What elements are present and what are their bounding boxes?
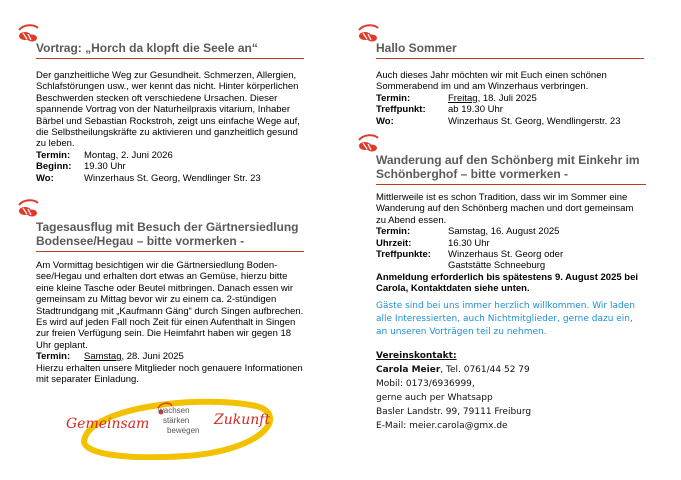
talk-section xyxy=(36,28,304,184)
trip-termin-day: Samstag xyxy=(84,351,122,363)
hike-treff-value-2: Gaststätte Schneeburg xyxy=(448,260,546,272)
hike-termin-label: Termin: xyxy=(376,226,411,238)
talk-beginn-row xyxy=(36,161,304,172)
hike-section xyxy=(376,136,646,295)
contact-block xyxy=(376,349,646,433)
trip-termin-label: Termin: xyxy=(36,351,71,363)
summer-title-underline xyxy=(376,58,644,59)
logo-left-word: Gemeinsam xyxy=(66,416,150,432)
hike-treff-row-2 xyxy=(376,260,646,271)
trip-title-underline xyxy=(36,251,304,252)
talk-title-underline xyxy=(36,58,304,59)
hike-uhrzeit-label: Uhrzeit: xyxy=(376,237,412,249)
hike-title-line2: Schönberghof – bitte vormerken - xyxy=(376,167,569,181)
summer-treff-row xyxy=(376,104,644,115)
contact-address: Basler Landstr. 99, 79111 Freiburg xyxy=(376,407,532,417)
logo-line-3: bewegen xyxy=(167,426,200,435)
hike-treff-row xyxy=(376,249,646,260)
talk-beginn-value: 19.30 Uhr xyxy=(84,161,126,173)
talk-termin-label: Termin: xyxy=(36,149,71,161)
talk-wo-row xyxy=(36,173,304,184)
contact-whatsapp: gerne auch per Whatsapp xyxy=(376,393,493,403)
summer-section xyxy=(376,28,644,127)
trip-body: Am Vormittag besichtigen wir die Gärtnersiedlung Boden-see/Hegau und erhalten dort etwas an Gemüse, hierzu bitte eine kleine Tasche oder Beutel mitbringen. Danach essen wir gemeinsam zu Mittag bevor wir zu einem ca. 2-stündigen Stadtrundgang mit „Kaufmann Gäng“ durch Singen aufbrechen. Es wird auf jeden Fall noch Zeit für einen Aufenthalt in Singen zur freien Verfügung sein. Die Heimfahrt haben wir gegen 18 Uhr geplant. xyxy=(36,260,304,351)
summer-title: Hallo Sommer xyxy=(376,41,457,55)
talk-termin-row xyxy=(36,150,304,161)
contact-tel: , Tel. 0761/44 52 79 xyxy=(440,365,530,375)
club-logo xyxy=(66,394,288,460)
summer-wo-value: Winzerhaus St. Georg, Wendlingerstr. 23 xyxy=(448,115,621,127)
summer-wo-row xyxy=(376,116,644,127)
summer-wo-label: Wo: xyxy=(376,115,394,127)
talk-title: Vortrag: „Horch da klopft die Seele an“ xyxy=(36,41,258,55)
hike-termin-value: Samstag, 16. August 2025 xyxy=(448,226,560,238)
logo-line-2: stärken xyxy=(163,416,190,425)
logo-line-1: wachsen xyxy=(158,406,190,415)
summer-treff-label: Treffpunkt: xyxy=(376,104,426,116)
hike-body: Mittlerweile ist es schon Tradition, dass wir im Sommer eine Wanderung auf den Schönberg machen und dort gemeinsam zu Abend essen. xyxy=(376,192,634,226)
trip-footer: Hierzu erhalten unsere Mitglieder noch genauere Informationen mit separater Einladung. xyxy=(36,362,303,386)
summer-body: Auch dieses Jahr möchten wir mit Euch einen schönen Sommerabend im und am Winzerhaus verbringen. xyxy=(376,70,607,93)
contact-mobile: Mobil: 0173/6936999, xyxy=(376,379,475,389)
contact-email[interactable]: E-Mail: meier.carola@gmx.de xyxy=(376,421,508,431)
hike-uhrzeit-row xyxy=(376,238,646,249)
contact-heading: Vereinskontakt: xyxy=(376,351,457,361)
summer-termin-rest: , 18. Juli 2025 xyxy=(477,92,537,104)
summer-treff-value: ab 19.30 Uhr xyxy=(448,104,503,116)
trip-title-line1: Tagesausflug mit Besuch der Gärtnersiedlung xyxy=(36,220,299,234)
summer-termin-day: Freitag xyxy=(448,92,478,104)
guests-note: Gäste sind bei uns immer herzlich willkommen. Wir laden alle Interessierten, auch Nichtmitglieder, gerne dazu ein, an unseren Vorträgen teil zu nehmen. xyxy=(376,301,635,337)
hike-title-underline xyxy=(376,184,646,185)
trip-termin-row xyxy=(36,351,304,362)
talk-wo-label: Wo: xyxy=(36,172,54,184)
talk-body: Der ganzheitliche Weg zur Gesundheit. Schmerzen, Allergien, Schlafstörungen usw., wer kennt das nicht. Hinter körperlichen Beschwerden stecken oft verschiedene Ursachen. Dieser spannende Vortrag von der Naturheilpraxis vitarium, Inhaber Bärbel und Sebastian Rockstroh, zeigt uns einfache Wege auf, die Selbstheilungskräfte zu aktivieren und ganzheitlich gesund zu leben. xyxy=(36,70,300,150)
hike-uhrzeit-value: 16.30 Uhr xyxy=(448,237,490,249)
hike-note: Anmeldung erforderlich bis spätestens 9. August 2025 bei Carola, Kontaktdaten siehe unten. xyxy=(376,271,639,295)
hike-treff-value-1: Winzerhaus St. Georg oder xyxy=(448,249,564,261)
hike-treff-spacer xyxy=(376,260,448,271)
talk-wo-value: Winzerhaus St. Georg, Wendlinger Str. 23 xyxy=(84,172,261,184)
trip-title-line2: Bodensee/Hegau – bitte vormerken - xyxy=(36,234,245,248)
contact-name: Carola Meier xyxy=(376,365,441,375)
summer-termin-row xyxy=(376,93,644,104)
talk-termin-value: Montag, 2. Juni 2026 xyxy=(84,149,173,161)
summer-termin-label: Termin: xyxy=(376,92,411,104)
trip-section xyxy=(36,203,304,385)
logo-right-word: Zukunft xyxy=(214,412,271,428)
hike-treff-label: Treffpunkte: xyxy=(376,249,431,261)
trip-termin-rest: , 28. Juni 2025 xyxy=(121,351,184,363)
talk-beginn-label: Beginn: xyxy=(36,161,72,173)
hike-title-line1: Wanderung auf den Schönberg mit Einkehr im xyxy=(376,153,640,167)
hike-termin-row xyxy=(376,226,646,237)
